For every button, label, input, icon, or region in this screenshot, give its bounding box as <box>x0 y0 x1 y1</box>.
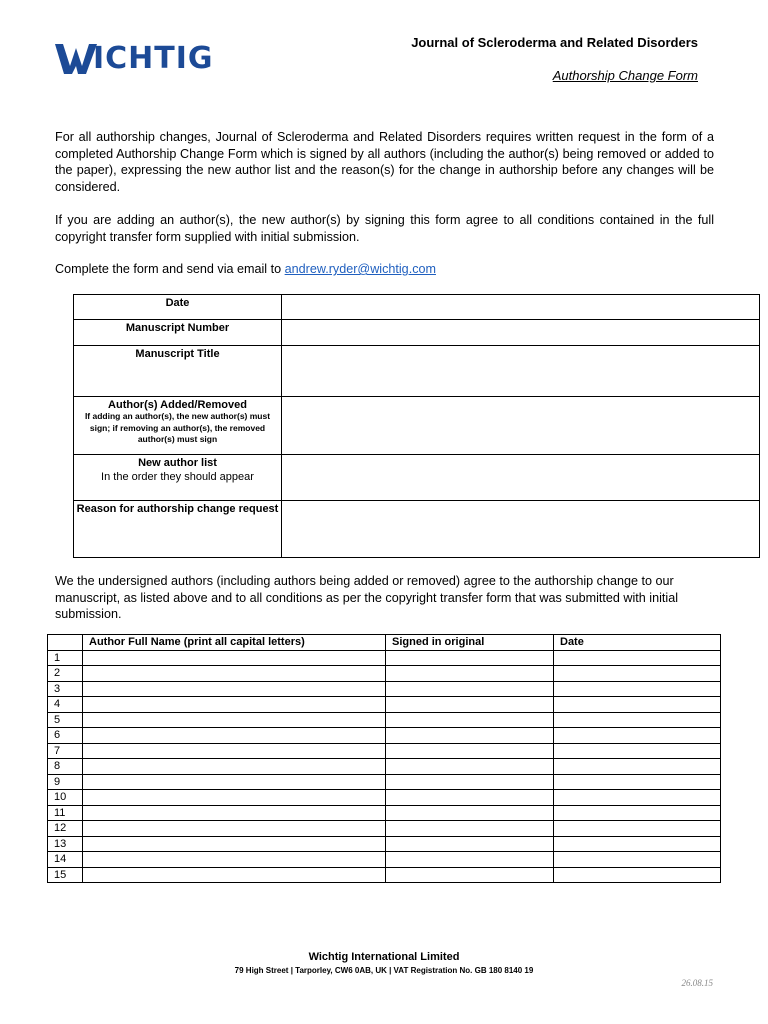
footer-company: Wichtig International Limited <box>308 951 460 963</box>
row-number: 13 <box>48 836 83 852</box>
row-number: 1 <box>48 650 83 666</box>
signature-cell[interactable] <box>386 666 554 682</box>
table-row <box>48 650 721 666</box>
signature-cell[interactable] <box>386 697 554 713</box>
table-row <box>48 774 721 790</box>
author-name-cell[interactable] <box>83 681 386 697</box>
date-cell[interactable] <box>554 759 721 775</box>
author-name-cell[interactable] <box>83 774 386 790</box>
author-name-cell[interactable] <box>83 852 386 868</box>
date-label-cell <box>74 295 282 320</box>
table-row <box>48 790 721 806</box>
form-title: Authorship Change Form <box>552 68 698 83</box>
signature-cell[interactable] <box>386 712 554 728</box>
date-cell[interactable] <box>554 836 721 852</box>
author-name-cell[interactable] <box>83 759 386 775</box>
row-number: 7 <box>48 743 83 759</box>
copyright-paragraph: If you are adding an author(s), the new author(s) by signing this form agree to all conditions contained in the full copyright transfer form supplied with initial submission. <box>55 213 714 244</box>
date-cell[interactable] <box>554 728 721 744</box>
author-name-cell[interactable] <box>83 666 386 682</box>
row-number: 6 <box>48 728 83 744</box>
new-author-list-note: In the order they should appear <box>101 471 254 483</box>
authors-added-removed-label: Author(s) Added/Removed <box>108 399 247 411</box>
row-number: 11 <box>48 805 83 821</box>
author-name-cell[interactable] <box>83 650 386 666</box>
reason-label: Reason for authorship change request <box>76 503 279 515</box>
row-number: 10 <box>48 790 83 806</box>
signature-cell[interactable] <box>386 728 554 744</box>
authors-added-removed-field[interactable] <box>282 397 760 455</box>
author-signatures-table <box>47 634 721 883</box>
authors-added-removed-label-cell <box>74 397 282 455</box>
table-row <box>48 697 721 713</box>
new-author-list-label: New author list <box>138 457 217 469</box>
manuscript-number-field[interactable] <box>282 320 760 346</box>
number-column-header <box>48 635 83 651</box>
row-number: 5 <box>48 712 83 728</box>
row-number: 15 <box>48 867 83 883</box>
manuscript-title-label-cell <box>74 346 282 397</box>
signature-cell[interactable] <box>386 821 554 837</box>
date-column-header: Date <box>554 635 721 651</box>
authors-table-header <box>48 635 721 651</box>
email-instruction <box>55 261 714 278</box>
agreement-paragraph: We the undersigned authors (including authors being added or removed) agree to the authorship change to our manuscript, as listed above and to all conditions as per the copyright transfer form that was submitted with initial submission. <box>55 574 678 621</box>
row-number: 12 <box>48 821 83 837</box>
row-number: 2 <box>48 666 83 682</box>
date-cell[interactable] <box>554 650 721 666</box>
table-row <box>48 681 721 697</box>
table-row <box>48 759 721 775</box>
table-row <box>48 836 721 852</box>
new-author-list-field[interactable] <box>282 455 760 501</box>
author-name-cell[interactable] <box>83 867 386 883</box>
signed-column-header: Signed in original <box>386 635 554 651</box>
author-name-cell[interactable] <box>83 743 386 759</box>
date-cell[interactable] <box>554 697 721 713</box>
manuscript-form-table <box>73 294 760 558</box>
signature-cell[interactable] <box>386 790 554 806</box>
row-number: 4 <box>48 697 83 713</box>
table-row <box>48 666 721 682</box>
footer-address: 79 High Street | Tarporley, CW6 0AB, UK | VAT Registration No. GB 180 8140 19 <box>234 966 534 975</box>
reason-field[interactable] <box>282 501 760 558</box>
signature-cell[interactable] <box>386 681 554 697</box>
date-cell[interactable] <box>554 743 721 759</box>
date-cell[interactable] <box>554 867 721 883</box>
author-name-cell[interactable] <box>83 821 386 837</box>
date-cell[interactable] <box>554 666 721 682</box>
signature-cell[interactable] <box>386 805 554 821</box>
reason-label-cell <box>74 501 282 558</box>
author-name-cell[interactable] <box>83 836 386 852</box>
manuscript-title-field[interactable] <box>282 346 760 397</box>
email-instruction-text: Complete the form and send via email to <box>55 262 285 276</box>
author-name-column-header: Author Full Name (print all capital letters) <box>83 635 386 651</box>
row-number: 3 <box>48 681 83 697</box>
author-name-cell[interactable] <box>83 728 386 744</box>
table-row <box>48 867 721 883</box>
signature-cell[interactable] <box>386 774 554 790</box>
row-number: 14 <box>48 852 83 868</box>
journal-name: Journal of Scleroderma and Related Disorders <box>411 35 698 50</box>
date-cell[interactable] <box>554 805 721 821</box>
date-cell[interactable] <box>554 681 721 697</box>
date-cell[interactable] <box>554 852 721 868</box>
author-name-cell[interactable] <box>83 712 386 728</box>
logo-text: ICHTIG <box>93 41 214 76</box>
authors-added-removed-note: If adding an author(s), the new author(s) must sign; if removing an author(s), the removed author(s) must sign <box>84 411 271 444</box>
email-link[interactable]: andrew.ryder@wichtig.com <box>284 262 436 276</box>
date-cell[interactable] <box>554 821 721 837</box>
signature-cell[interactable] <box>386 852 554 868</box>
signature-cell[interactable] <box>386 867 554 883</box>
intro-paragraph: For all authorship changes, Journal of Scleroderma and Related Disorders requires written request in the form of a completed Authorship Change Form which is signed by all authors (including the author(s) being removed or added to the paper), expressing the new author list and the reason(s) for the change in authorship before any changes will be considered. <box>55 130 714 194</box>
row-number: 8 <box>48 759 83 775</box>
footer-date: 26.08.15 <box>681 978 713 988</box>
signature-cell[interactable] <box>386 650 554 666</box>
new-author-list-label-cell <box>74 455 282 501</box>
signature-cell[interactable] <box>386 836 554 852</box>
manuscript-number-label-cell <box>74 320 282 346</box>
date-cell[interactable] <box>554 790 721 806</box>
date-field[interactable] <box>282 295 760 320</box>
author-name-cell[interactable] <box>83 697 386 713</box>
table-row <box>48 805 721 821</box>
table-row <box>48 712 721 728</box>
row-number: 9 <box>48 774 83 790</box>
manuscript-title-label: Manuscript Title <box>135 348 220 360</box>
date-label: Date <box>165 297 190 309</box>
manuscript-number-label: Manuscript Number <box>125 322 230 334</box>
date-cell[interactable] <box>554 774 721 790</box>
table-row <box>48 852 721 868</box>
date-cell[interactable] <box>554 712 721 728</box>
table-row <box>48 728 721 744</box>
table-row <box>48 821 721 837</box>
author-name-cell[interactable] <box>83 805 386 821</box>
signature-cell[interactable] <box>386 743 554 759</box>
table-row <box>48 743 721 759</box>
author-name-cell[interactable] <box>83 790 386 806</box>
signature-cell[interactable] <box>386 759 554 775</box>
